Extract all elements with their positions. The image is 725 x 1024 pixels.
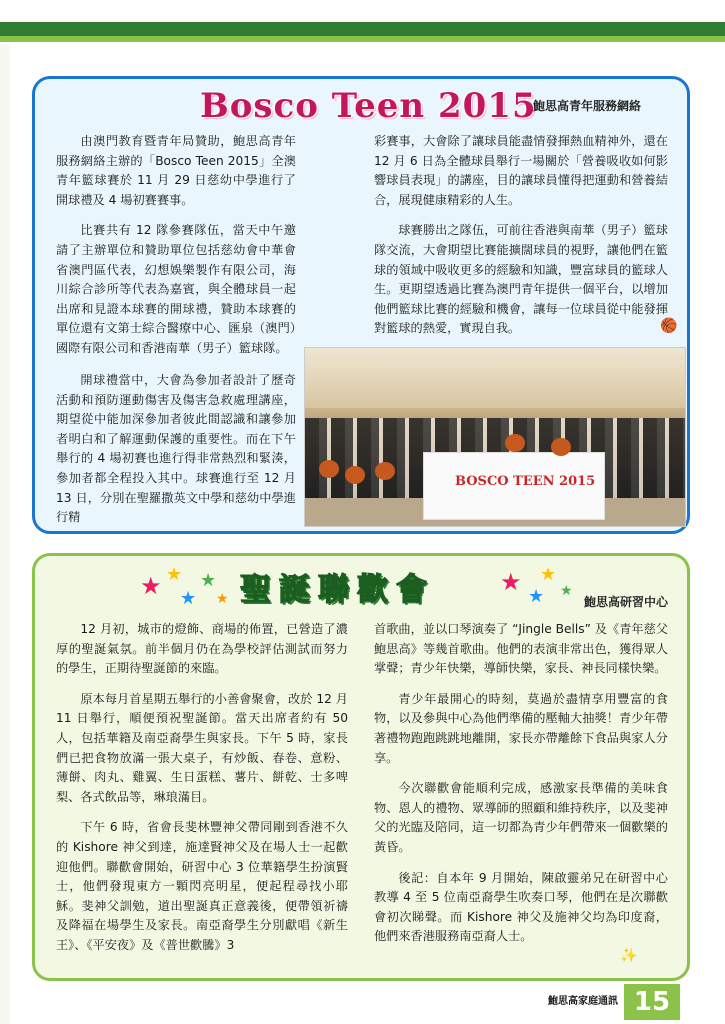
paragraph: 原本每月首星期五舉行的小善會聚會，改於 12 月 11 日舉行，順便預祝聖誕節。當天出席者約有 50 人，包括華籍及南亞裔學生與家長。下午 5 時，家長們已把食物放滿一張大桌子，有炒飯、春卷、意粉、薄餅、肉丸、雞翼、生日蛋糕、薯片、餅乾、士多啤梨、各式飲品等，琳琅滿目。 <box>56 691 348 804</box>
article2-title: 聖誕聯歡會 <box>240 572 435 608</box>
basketball-icon <box>319 460 339 478</box>
star-icon: ★ <box>200 570 217 591</box>
article1-org: 鮑思高青年服務網絡 <box>533 99 642 113</box>
paragraph: 比賽共有 12 隊參賽隊伍，當天中午邀請了主辦單位和贊助單位包括慈幼會中華會省澳門區代表，幻想娛樂製作有限公司，海川綜合診所等代表為嘉賓，與全體球員一起出席和見證本球賽的開球禮，贊助本球賽的單位還有文第士綜合醫療中心、匯泉（澳門）國際有限公司和香港南華（男子）籃球隊。 <box>56 223 296 355</box>
paragraph: 後記：自本年 9 月開始，陳啟靈弟兄在研習中心教導 4 至 5 位南亞裔學生吹奏口琴，他們在是次聯歡會初次睇聲。而 Kishore 神父及施神父均為印度裔，他們來香港服務南亞裔人士。 <box>374 870 668 944</box>
top-band-dark <box>0 22 725 36</box>
star-icon: ★ <box>560 583 573 599</box>
team-group-photo <box>304 347 686 527</box>
page-number: 15 <box>624 984 680 1020</box>
star-icon: ★ <box>140 572 162 600</box>
basketball-icon <box>551 438 571 456</box>
paragraph: 首歌曲，並以口琴演奏了 “Jingle Bells” 及《青年慈父鮑思高》等幾首歌曲。他們的表演非常出色，獲得眾人掌聲；青少年快樂，導師快樂，家長、神長同樣快樂。 <box>374 622 668 676</box>
paragraph: 彩賽事，大會除了讓球員能盡情發揮熱血精神外，還在 12 月 6 日為全體球員舉行一場關於「營養吸收如何影響球員表現」的講座，目的讓球員懂得把運動和營養結合，展現健康精彩的人生。 <box>374 134 668 207</box>
left-margin-strip <box>0 44 10 1024</box>
article1-column-2 <box>374 132 668 350</box>
top-band-light <box>0 36 725 42</box>
photo-banner-text: BOSCO TEEN 2015 <box>455 474 596 489</box>
article1-title: Bosco Teen 2015 <box>200 86 537 126</box>
article2-column-1 <box>56 620 348 967</box>
photo-wall <box>305 348 685 408</box>
footer-publication: 鮑思高家庭通訊 <box>548 996 618 1007</box>
paragraph: 青少年最開心的時刻，莫過於盡情享用豐富的食物，以及參與中心為他們準備的壓軸大抽獎！青少年帶著禮物跑跑跳跳地離開，家長亦帶離餘下食品與家人分享。 <box>374 691 668 765</box>
paragraph: 由澳門教育暨青年局贊助，鮑思高青年服務網絡主辦的「Bosco Teen 2015」全澳青年籃球賽於 11 月 29 日慈幼中學進行了開球禮及 4 場初賽賽事。 <box>56 134 296 207</box>
article1-column-1-lower <box>56 371 296 539</box>
star-icon: ★ <box>216 591 229 607</box>
paragraph: 下午 6 時，省會長斐林豐神父帶同剛到香港不久的 Kishore 神父到達，施達賢神父及在場人士一起歡迎他們。聯歡會開始，研習中心 3 位華籍學生扮演賢士，他們發現東方一顆閃亮明星，便起程尋找小耶穌。斐神父訓勉，道出聖誕真正意義後，便帶領祈禱及降福在場學生及家長。南亞裔學生分別獻唱《新生王》、《平安夜》及《普世歡騰》3 <box>56 820 348 952</box>
sparkle-deco-icon: ✨ <box>620 948 638 964</box>
star-icon: ★ <box>166 564 183 585</box>
basketball-icon <box>505 434 525 452</box>
star-icon: ★ <box>180 588 197 609</box>
star-icon: ★ <box>528 586 545 607</box>
top-header-bar <box>0 0 725 44</box>
article2-org: 鮑思高研習中心 <box>584 595 669 609</box>
article1-column-1 <box>56 132 296 370</box>
paragraph: 今次聯歡會能順利完成，感激家長準備的美味食物、恩人的禮物、眾導師的照顧和維持秩序，以及斐神父的光臨及陪同，這一切都為青少年們帶來一個歡樂的黃昏。 <box>374 781 668 854</box>
paragraph: 12 月初，城市的燈飾、商場的佈置，已營造了濃厚的聖誕氣氛。前半個月仍在為學校評估測試而努力的學生，正期待聖誕節的來臨。 <box>56 622 348 676</box>
paragraph: 球賽勝出之隊伍，可前往香港與南華（男子）籃球隊交流，大會期望比賽能擴闊球員的視野，讓他們在籃球的領域中吸收更多的經驗和知識，豐富球員的籃球人生。更期望透過比賽為澳門青年提供一個平台，以增加他們籃球比賽的經驗和機會，讓每一位球員從中能發揮對籃球的熱愛，實現自我。 <box>374 223 668 336</box>
basketball-icon <box>345 466 365 484</box>
basketball-deco-icon: 🏀 <box>660 318 678 334</box>
star-icon: ★ <box>500 568 522 596</box>
basketball-icon <box>375 462 395 480</box>
paragraph: 開球禮當中，大會為參加者設計了歷奇活動和預防運動傷害及傷害急救處理講座，期望從中能加深參加者彼此間認識和讓參加者明白和了解運動保護的重要性。而在下午舉行的 4 場初賽也進行得非常熱烈和緊湊，參加者都全程投入其中。球賽進行至 12 月 13 日，分別在聖羅撒英文中學和慈幼中學進行精 <box>56 373 296 525</box>
star-icon: ★ <box>540 564 557 585</box>
article2-column-2 <box>374 620 668 958</box>
